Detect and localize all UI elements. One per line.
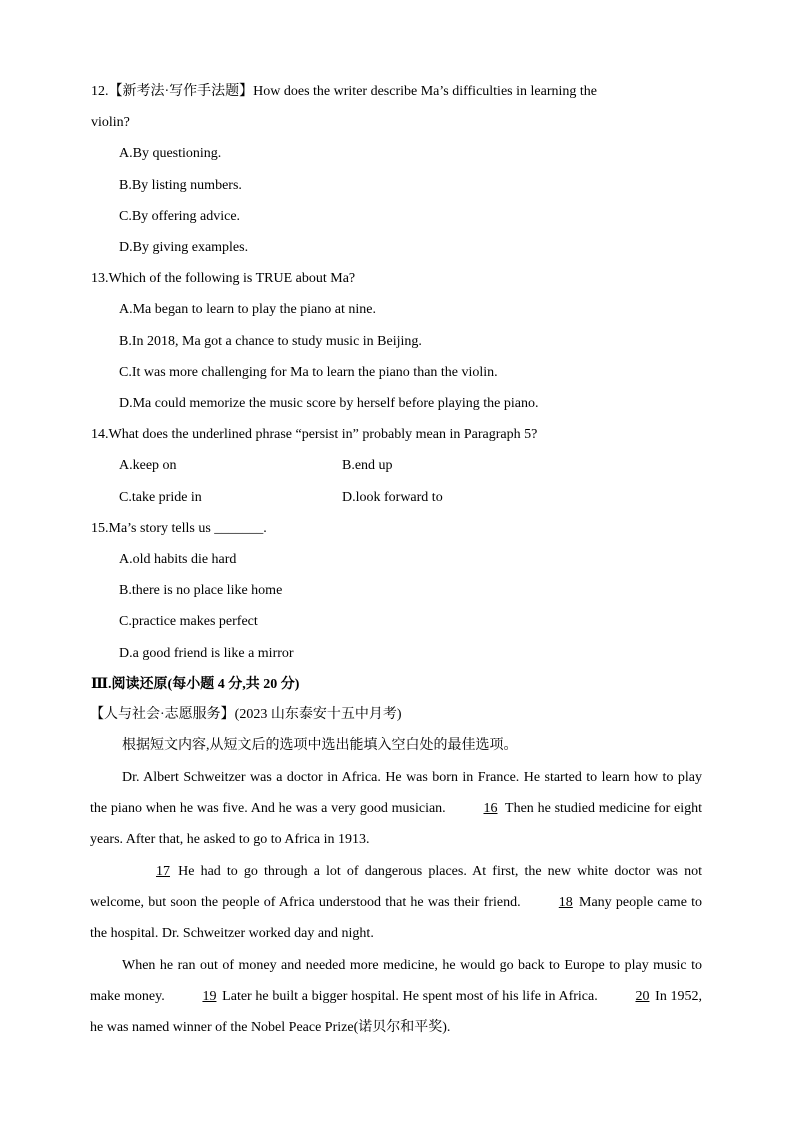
section-3-instruction: 根据短文内容,从短文后的选项中选出能填入空白处的最佳选项。 <box>122 738 518 753</box>
question-14-option-d: D.look forward to <box>342 490 443 505</box>
passage-p1-text-a: Dr. Albert Schweitzer was a doctor in Africa. He was born in France. He started to learn how to play the piano when he was five. And he was a very good musician. <box>90 770 702 816</box>
question-12-option-d: D.By giving examples. <box>119 240 249 255</box>
passage-p3-text-a: When he ran out of money and needed more medicine, he would go back to Europe to play music to make money. <box>90 958 702 1004</box>
passage-p3-text-c: In 1952, he was named winner of the Nobel Peace Prize(诺贝尔和平奖). <box>90 989 703 1035</box>
section-3-source: 【人与社会·志愿服务】(2023 山东泰安十五中月考) <box>90 707 402 722</box>
question-13-stem: 13.Which of the following is TRUE about Ma? <box>91 271 356 286</box>
question-12-option-a: A.By questioning. <box>119 146 222 161</box>
question-14-stem: 14.What does the underlined phrase “persist in” probably mean in Paragraph 5? <box>91 427 538 442</box>
question-13-option-d: D.Ma could memorize the music score by herself before playing the piano. <box>119 396 539 411</box>
question-12-option-b: B.By listing numbers. <box>119 178 242 193</box>
blank-19[interactable]: 19 <box>202 989 217 1004</box>
question-14-option-c: C.take pride in <box>119 490 202 505</box>
blank-20[interactable]: 20 <box>635 989 650 1004</box>
passage-p2-text-a: He had to go through a lot of dangerous places. At first, the new white doctor was not welcome, but soon the people of Africa understood that he was their friend. <box>90 864 703 910</box>
blank-16[interactable]: 16 <box>483 801 498 816</box>
question-15-option-c: C.practice makes perfect <box>119 614 258 629</box>
section-3-heading: Ⅲ.阅读还原(每小题 4 分,共 20 分) <box>91 677 300 692</box>
passage-paragraph-2 <box>90 856 702 949</box>
question-12-stem-line1: 12.【新考法·写作手法题】How does the writer describe Ma’s difficulties in learning the <box>91 84 597 99</box>
blank-18[interactable]: 18 <box>558 895 573 910</box>
question-13-option-b: B.In 2018, Ma got a chance to study music in Beijing. <box>119 334 422 349</box>
passage-paragraph-3 <box>90 950 702 1043</box>
question-15-option-d: D.a good friend is like a mirror <box>119 646 294 661</box>
passage-p2-text-b: Many people came to the hospital. Dr. Schweitzer worked day and night. <box>90 895 702 941</box>
question-15-stem: 15.Ma’s story tells us _______. <box>91 521 267 536</box>
question-13-option-a: A.Ma began to learn to play the piano at nine. <box>119 302 376 317</box>
passage-paragraph-1 <box>90 762 702 855</box>
question-15-option-a: A.old habits die hard <box>119 552 237 567</box>
question-12-stem-line2: violin? <box>91 115 130 130</box>
question-14-option-a: A.keep on <box>119 458 177 473</box>
blank-17[interactable]: 17 <box>156 864 170 879</box>
question-14-option-b: B.end up <box>342 458 393 473</box>
question-13-option-c: C.It was more challenging for Ma to learn the piano than the violin. <box>119 365 498 380</box>
question-15-option-b: B.there is no place like home <box>119 583 283 598</box>
question-12-option-c: C.By offering advice. <box>119 209 241 224</box>
passage-p3-text-b: Later he built a bigger hospital. He spent most of his life in Africa. <box>222 989 598 1004</box>
passage-p1-text-b: Then he studied medicine for eight years. After that, he asked to go to Africa in 1913. <box>90 801 703 847</box>
